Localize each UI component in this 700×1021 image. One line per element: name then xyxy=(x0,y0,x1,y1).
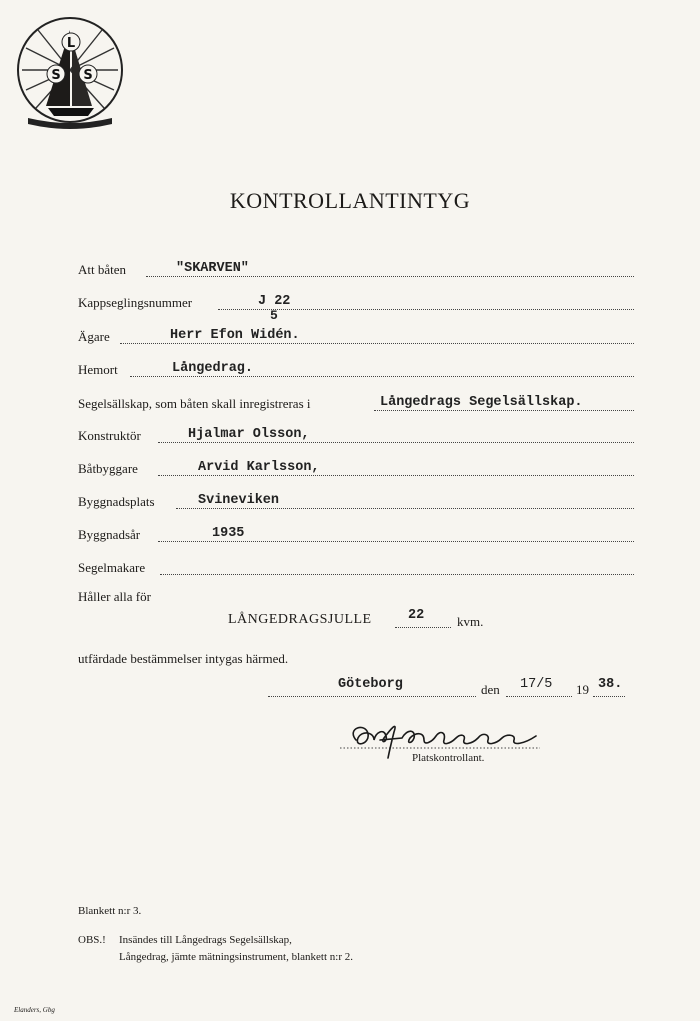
document-title: KONTROLLANTINTYG xyxy=(229,188,471,213)
field-build-place-label: Byggnadsplats xyxy=(78,494,155,509)
form-number: Blankett n:r 3. xyxy=(78,905,142,917)
logo-letter-s-left: S xyxy=(51,68,61,83)
holds-label: Håller alla för xyxy=(78,589,151,604)
place-value: Göteborg xyxy=(338,677,403,692)
field-build-year-value: 1935 xyxy=(212,526,245,541)
field-home-port xyxy=(78,358,634,380)
obs-line-1: Insändes till Långedrags Segelsällskap, xyxy=(119,934,292,946)
year-prefix: 19 xyxy=(576,682,589,697)
field-home-port-label: Hemort xyxy=(78,362,118,377)
field-club-value: Långedrags Segelsällskap. xyxy=(380,395,583,410)
date-den-label: den xyxy=(481,682,500,697)
field-owner-value: Herr Efon Widén. xyxy=(170,328,300,343)
field-build-place-value: Svineviken xyxy=(198,493,280,508)
field-builder-label: Båtbyggare xyxy=(78,461,138,476)
boat-class-value: 22 xyxy=(408,608,425,623)
field-boat-label: Att båten xyxy=(78,262,127,277)
field-designer-label: Konstruktör xyxy=(78,428,141,443)
logo-letter-s-right: S xyxy=(83,68,93,83)
field-builder-value: Arvid Karlsson, xyxy=(198,460,320,475)
boat-class-label: LÅNGEDRAGSJULLE xyxy=(228,612,372,627)
field-race-number-superscript: 5 xyxy=(270,308,278,323)
field-race-number-label: Kappseglingsnummer xyxy=(78,295,193,310)
logo-letter-l: L xyxy=(66,36,76,51)
field-club xyxy=(78,392,634,414)
field-builder xyxy=(78,457,634,479)
field-build-year xyxy=(78,523,634,545)
obs-label: OBS.! xyxy=(78,934,106,946)
field-race-number xyxy=(78,291,634,313)
printer-mark: Elanders, Gbg xyxy=(14,1006,55,1014)
field-build-place xyxy=(78,490,634,512)
field-club-label: Segelsällskap, som båten skall inregistreras i xyxy=(78,396,311,411)
field-owner-label: Ägare xyxy=(78,329,110,344)
field-race-number-value: J 22 xyxy=(258,294,291,309)
field-boat xyxy=(78,258,634,280)
signature-role: Platskontrollant. xyxy=(412,752,485,764)
field-sailmaker xyxy=(78,556,634,578)
boat-class-unit: kvm. xyxy=(457,614,484,629)
field-sailmaker-label: Segelmakare xyxy=(78,560,146,575)
issued-text: utfärdade bestämmelser intygas härmed. xyxy=(78,651,289,666)
sls-logo-icon xyxy=(12,12,128,132)
field-owner xyxy=(78,325,634,347)
field-build-year-label: Byggnadsår xyxy=(78,527,141,542)
date-value: 17/5 xyxy=(520,677,553,692)
field-designer xyxy=(78,424,634,446)
year-suffix: 38. xyxy=(598,677,623,692)
field-home-port-value: Långedrag. xyxy=(172,361,254,376)
obs-line-2: Långedrag, jämte mätningsinstrument, blankett n:r 2. xyxy=(119,951,353,963)
field-boat-value: "SKARVEN" xyxy=(176,261,249,276)
field-designer-value: Hjalmar Olsson, xyxy=(188,427,310,442)
